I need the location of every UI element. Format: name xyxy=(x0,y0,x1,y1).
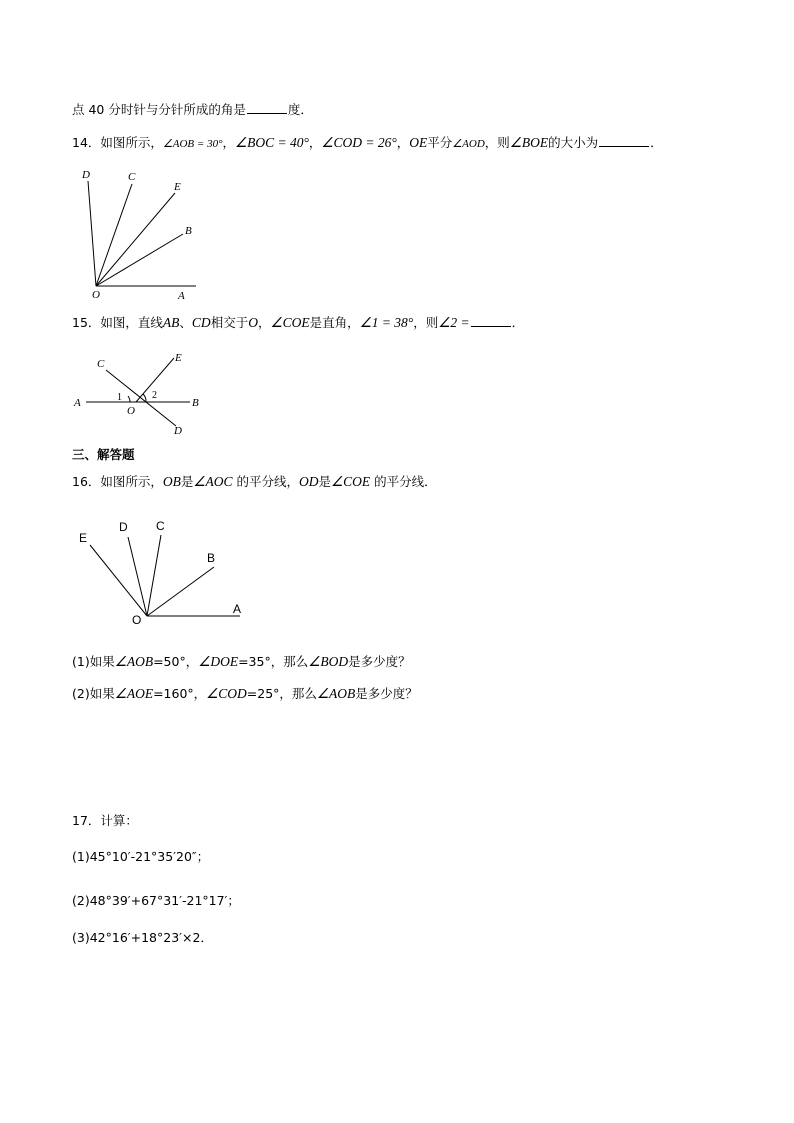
q15-figure xyxy=(70,346,210,438)
q16-p2-angle-aob: ∠AOB xyxy=(316,686,356,701)
q16-angle-coe: ∠COE xyxy=(331,474,371,489)
section-heading: 三、解答题 xyxy=(72,447,135,462)
q16-p2-angle-aoe: ∠AOE xyxy=(114,686,154,701)
label-o: O xyxy=(92,289,100,301)
q16-p1-text: =35°，那么 xyxy=(238,654,309,669)
q14-end: ． xyxy=(650,135,663,150)
label-o: O xyxy=(127,405,135,417)
label-c: C xyxy=(97,358,105,370)
q16-ob: OB xyxy=(162,474,181,489)
q16-p2-text: 是多少度？ xyxy=(355,686,418,701)
label-angle-1: 1 xyxy=(117,392,122,403)
ray-oe xyxy=(96,193,175,286)
q16-part1 xyxy=(72,653,411,671)
label-e: E xyxy=(174,181,181,193)
label-d: D xyxy=(119,520,128,534)
q14-sep: ， xyxy=(308,135,322,150)
q14-text: 平分 xyxy=(427,135,453,150)
q16-p1-angle-aob: ∠AOB xyxy=(114,654,154,669)
q14-angle-cod: ∠COD = 26° xyxy=(321,135,397,150)
q16-p1-text: (1)如果 xyxy=(72,654,115,669)
label-a: A xyxy=(233,602,242,616)
q15-text: ，则 xyxy=(413,315,439,330)
ray-oc xyxy=(147,535,161,616)
q16-p2-text: =25°，那么 xyxy=(246,686,317,701)
label-b: B xyxy=(207,551,216,565)
q15-text: ， xyxy=(257,315,271,330)
q13-line xyxy=(72,101,313,119)
q16-text: 是 xyxy=(180,474,194,489)
q16-p1-text: =50°， xyxy=(153,654,199,669)
q15-angle-coe: ∠COE xyxy=(270,315,310,330)
q14-number: 14．如图所示， xyxy=(72,135,163,150)
q15-answer-blank[interactable] xyxy=(471,314,511,327)
q16-figure xyxy=(74,515,254,630)
q15-text: 是直角， xyxy=(309,315,360,330)
q13-text: 点 40 分时针与分针所成的角是 xyxy=(72,102,246,117)
angle-1-arc xyxy=(128,396,130,402)
q15-angle-2: ∠2 = xyxy=(438,315,470,330)
q17-item-1: (1)45°10′-21°35′20″； xyxy=(72,849,210,864)
label-o: O xyxy=(132,613,142,627)
ray-ob xyxy=(147,567,214,616)
q16-od: OD xyxy=(299,474,319,489)
label-a: A xyxy=(178,290,185,302)
q16-part2 xyxy=(72,685,418,703)
q15-number: 15．如图，直线 xyxy=(72,315,163,330)
label-b: B xyxy=(192,397,199,409)
q14-angle-boe: ∠BOE xyxy=(509,135,549,150)
q14-answer-blank[interactable] xyxy=(599,134,649,147)
q16-number: 16．如图所示， xyxy=(72,474,163,489)
q17-item-2: (2)48°39′+67°31′-21°17′； xyxy=(72,893,240,908)
q14-angle-aob: ∠AOB = 30° xyxy=(162,138,223,150)
label-c: C xyxy=(156,519,165,533)
q15-end: ． xyxy=(511,315,525,330)
label-e: E xyxy=(79,531,88,545)
label-d: D xyxy=(82,169,90,181)
q16-p2-text: (2)如果 xyxy=(72,686,115,701)
label-d: D xyxy=(174,425,182,437)
q14-line xyxy=(72,134,663,153)
q15-text: 、 xyxy=(179,315,192,330)
ray-oc xyxy=(96,184,132,286)
q16-line xyxy=(72,473,437,491)
q14-angle-aod: ∠AOD xyxy=(452,138,485,150)
q14-figure xyxy=(74,165,204,305)
label-a: A xyxy=(74,397,81,409)
q17-item-3: (3)42°16′+18°23′×2． xyxy=(72,930,213,945)
q16-p1-angle-bod: ∠BOD xyxy=(308,654,349,669)
ray-ob xyxy=(96,234,183,286)
q14-oe: OE xyxy=(409,135,428,150)
q17-title: 17．计算： xyxy=(72,813,138,828)
q16-text: 是 xyxy=(318,474,332,489)
q16-p2-text: =160°， xyxy=(153,686,207,701)
q14-sep: ， xyxy=(222,135,235,150)
q16-p2-angle-cod: ∠COD xyxy=(206,686,247,701)
q16-text: 的平分线． xyxy=(370,474,437,489)
q16-text: 的平分线， xyxy=(232,474,300,489)
label-c: C xyxy=(128,171,136,183)
q16-p1-angle-doe: ∠DOE xyxy=(198,654,239,669)
q15-ab: AB xyxy=(162,315,180,330)
q14-sep: ， xyxy=(396,135,410,150)
q13-text-end: 度． xyxy=(287,102,313,117)
q15-text: 相交于 xyxy=(210,315,249,330)
q16-angle-aoc: ∠AOC xyxy=(193,474,233,489)
q14-text: ，则 xyxy=(484,135,510,150)
q14-text: 的大小为 xyxy=(548,135,599,150)
label-b: B xyxy=(185,225,192,237)
ray-od xyxy=(88,181,96,286)
q15-angle-1: ∠1 = 38° xyxy=(359,315,414,330)
label-e: E xyxy=(175,352,182,364)
q15-cd: CD xyxy=(191,315,211,330)
q15-line xyxy=(72,314,524,332)
q16-p1-text: 是多少度？ xyxy=(348,654,411,669)
q15-o: O xyxy=(248,315,258,330)
label-angle-2: 2 xyxy=(152,390,157,401)
q13-answer-blank[interactable] xyxy=(247,101,287,114)
q14-angle-boc: ∠BOC = 40° xyxy=(235,135,309,150)
